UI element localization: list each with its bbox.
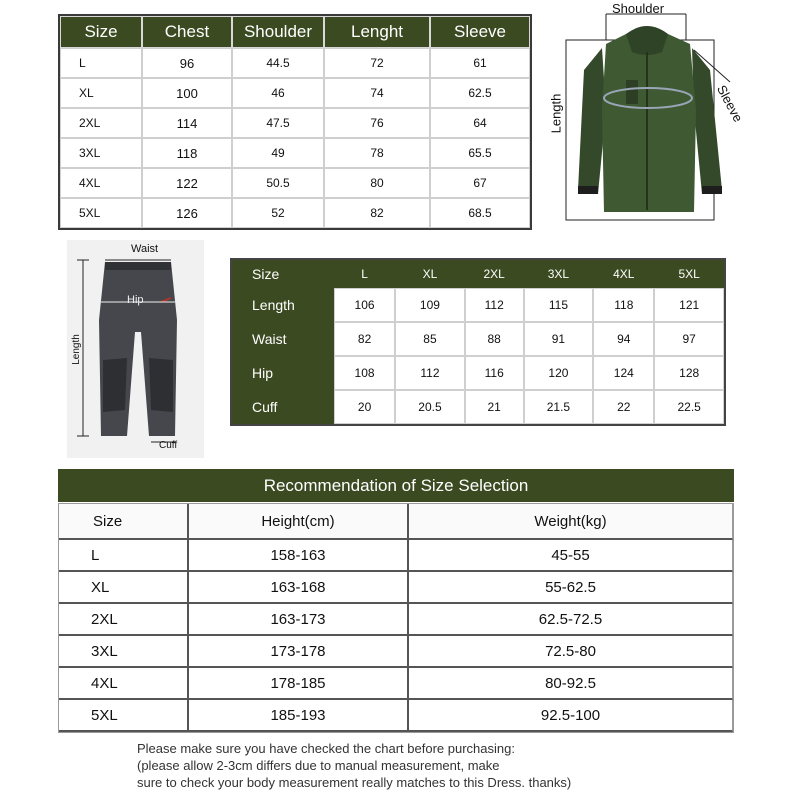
shoulder-label: Shoulder bbox=[612, 1, 665, 16]
cell-height: 158-163 bbox=[189, 540, 409, 572]
cell-sleeve: 61 bbox=[430, 48, 530, 78]
cell-chest: 100 bbox=[142, 78, 232, 108]
header-sleeve: Sleeve bbox=[430, 16, 530, 48]
sleeve-label: Sleeve bbox=[713, 82, 746, 125]
cell-size: 5XL bbox=[60, 198, 142, 228]
header-size-l: L bbox=[334, 260, 395, 288]
cell-weight: 72.5-80 bbox=[409, 636, 733, 668]
cell-value: 91 bbox=[524, 322, 594, 356]
cell-chest: 126 bbox=[142, 198, 232, 228]
cell-length: 74 bbox=[324, 78, 430, 108]
cell-height: 178-185 bbox=[189, 668, 409, 700]
note-line: sure to check your body measurement really matches to this Dress. thanks) bbox=[137, 775, 572, 790]
jacket-icon bbox=[544, 0, 794, 232]
header-height: Height(cm) bbox=[189, 504, 409, 540]
cell-value: 112 bbox=[395, 356, 465, 390]
jacket-size-table bbox=[58, 14, 532, 230]
pants-table-header bbox=[232, 260, 724, 288]
cell-shoulder: 52 bbox=[232, 198, 324, 228]
table-row bbox=[60, 138, 530, 168]
table-row bbox=[60, 198, 530, 228]
cell-value: 20.5 bbox=[395, 390, 465, 424]
cell-value: 22 bbox=[593, 390, 654, 424]
cell-value: 106 bbox=[334, 288, 395, 322]
cell-value: 21.5 bbox=[524, 390, 594, 424]
cuff-label: Cuff bbox=[159, 440, 178, 451]
header-size-3xl: 3XL bbox=[524, 260, 594, 288]
cell-size: XL bbox=[59, 572, 189, 604]
header-size-5xl: 5XL bbox=[654, 260, 724, 288]
table-row bbox=[59, 636, 733, 668]
note-line: (please allow 2-3cm differs due to manual measurement, make bbox=[137, 758, 500, 773]
cell-value: 20 bbox=[334, 390, 395, 424]
cell-length: 82 bbox=[324, 198, 430, 228]
table-row bbox=[59, 700, 733, 732]
cell-sleeve: 68.5 bbox=[430, 198, 530, 228]
cell-weight: 62.5-72.5 bbox=[409, 604, 733, 636]
hip-label: Hip bbox=[127, 294, 144, 306]
header-size-xl: XL bbox=[395, 260, 465, 288]
cell-chest: 118 bbox=[142, 138, 232, 168]
cell-size: 3XL bbox=[60, 138, 142, 168]
cell-size: 2XL bbox=[60, 108, 142, 138]
cell-sleeve: 67 bbox=[430, 168, 530, 198]
cell-weight: 45-55 bbox=[409, 540, 733, 572]
cell-value: 120 bbox=[524, 356, 594, 390]
cell-length: 72 bbox=[324, 48, 430, 78]
cell-value: 124 bbox=[593, 356, 654, 390]
cell-value: 82 bbox=[334, 322, 395, 356]
cell-size: 4XL bbox=[60, 168, 142, 198]
row-label-waist: Waist bbox=[232, 322, 334, 356]
cell-value: 118 bbox=[593, 288, 654, 322]
row-label-cuff: Cuff bbox=[232, 390, 334, 424]
table-row bbox=[232, 288, 724, 322]
cell-value: 85 bbox=[395, 322, 465, 356]
header-size: Size bbox=[232, 260, 334, 288]
cell-value: 21 bbox=[465, 390, 524, 424]
cell-height: 163-173 bbox=[189, 604, 409, 636]
pants-icon bbox=[67, 240, 204, 458]
cell-size: 2XL bbox=[59, 604, 189, 636]
cell-value: 94 bbox=[593, 322, 654, 356]
row-label-length: Length bbox=[232, 288, 334, 322]
cell-value: 128 bbox=[654, 356, 724, 390]
header-size: Size bbox=[60, 16, 142, 48]
table-row bbox=[59, 604, 733, 636]
cell-shoulder: 49 bbox=[232, 138, 324, 168]
cell-size: XL bbox=[60, 78, 142, 108]
header-chest: Chest bbox=[142, 16, 232, 48]
cell-length: 76 bbox=[324, 108, 430, 138]
header-length: Lenght bbox=[324, 16, 430, 48]
header-size-2xl: 2XL bbox=[465, 260, 524, 288]
cell-value: 112 bbox=[465, 288, 524, 322]
purchase-note bbox=[137, 740, 737, 791]
jacket-table-header bbox=[60, 16, 530, 48]
table-row bbox=[232, 356, 724, 390]
cell-length: 80 bbox=[324, 168, 430, 198]
recommendation-header bbox=[59, 504, 733, 540]
cell-shoulder: 44.5 bbox=[232, 48, 324, 78]
cell-size: L bbox=[59, 540, 189, 572]
length-label: Length bbox=[548, 93, 564, 134]
cell-chest: 114 bbox=[142, 108, 232, 138]
cell-value: 115 bbox=[524, 288, 594, 322]
cell-sleeve: 65.5 bbox=[430, 138, 530, 168]
cell-value: 108 bbox=[334, 356, 395, 390]
length-label: Length bbox=[70, 334, 82, 365]
waist-label: Waist bbox=[131, 243, 159, 255]
table-row bbox=[59, 540, 733, 572]
cell-height: 163-168 bbox=[189, 572, 409, 604]
cell-value: 97 bbox=[654, 322, 724, 356]
cell-value: 121 bbox=[654, 288, 724, 322]
cell-weight: 92.5-100 bbox=[409, 700, 733, 732]
cell-size: L bbox=[60, 48, 142, 78]
table-row bbox=[59, 572, 733, 604]
pants-illustration bbox=[67, 240, 204, 458]
table-row bbox=[60, 48, 530, 78]
header-weight: Weight(kg) bbox=[409, 504, 733, 540]
header-size: Size bbox=[59, 504, 189, 540]
cell-value: 109 bbox=[395, 288, 465, 322]
cell-value: 116 bbox=[465, 356, 524, 390]
cell-shoulder: 46 bbox=[232, 78, 324, 108]
note-line: Please make sure you have checked the chart before purchasing: bbox=[137, 741, 515, 756]
cell-size: 3XL bbox=[59, 636, 189, 668]
cell-length: 78 bbox=[324, 138, 430, 168]
table-row bbox=[60, 168, 530, 198]
cell-sleeve: 64 bbox=[430, 108, 530, 138]
cell-weight: 80-92.5 bbox=[409, 668, 733, 700]
table-row bbox=[232, 322, 724, 356]
recommendation-title: Recommendation of Size Selection bbox=[58, 469, 734, 502]
cell-shoulder: 50.5 bbox=[232, 168, 324, 198]
pants-size-table bbox=[230, 258, 726, 426]
recommendation-table bbox=[58, 503, 734, 733]
cell-chest: 122 bbox=[142, 168, 232, 198]
table-row bbox=[59, 668, 733, 700]
cell-shoulder: 47.5 bbox=[232, 108, 324, 138]
table-row bbox=[60, 78, 530, 108]
cell-size: 5XL bbox=[59, 700, 189, 732]
cell-value: 88 bbox=[465, 322, 524, 356]
cell-size: 4XL bbox=[59, 668, 189, 700]
header-shoulder: Shoulder bbox=[232, 16, 324, 48]
cell-height: 185-193 bbox=[189, 700, 409, 732]
cell-height: 173-178 bbox=[189, 636, 409, 668]
cell-sleeve: 62.5 bbox=[430, 78, 530, 108]
row-label-hip: Hip bbox=[232, 356, 334, 390]
cell-chest: 96 bbox=[142, 48, 232, 78]
table-row bbox=[232, 390, 724, 424]
cell-weight: 55-62.5 bbox=[409, 572, 733, 604]
header-size-4xl: 4XL bbox=[593, 260, 654, 288]
jacket-illustration bbox=[544, 0, 794, 232]
table-row bbox=[60, 108, 530, 138]
cell-value: 22.5 bbox=[654, 390, 724, 424]
